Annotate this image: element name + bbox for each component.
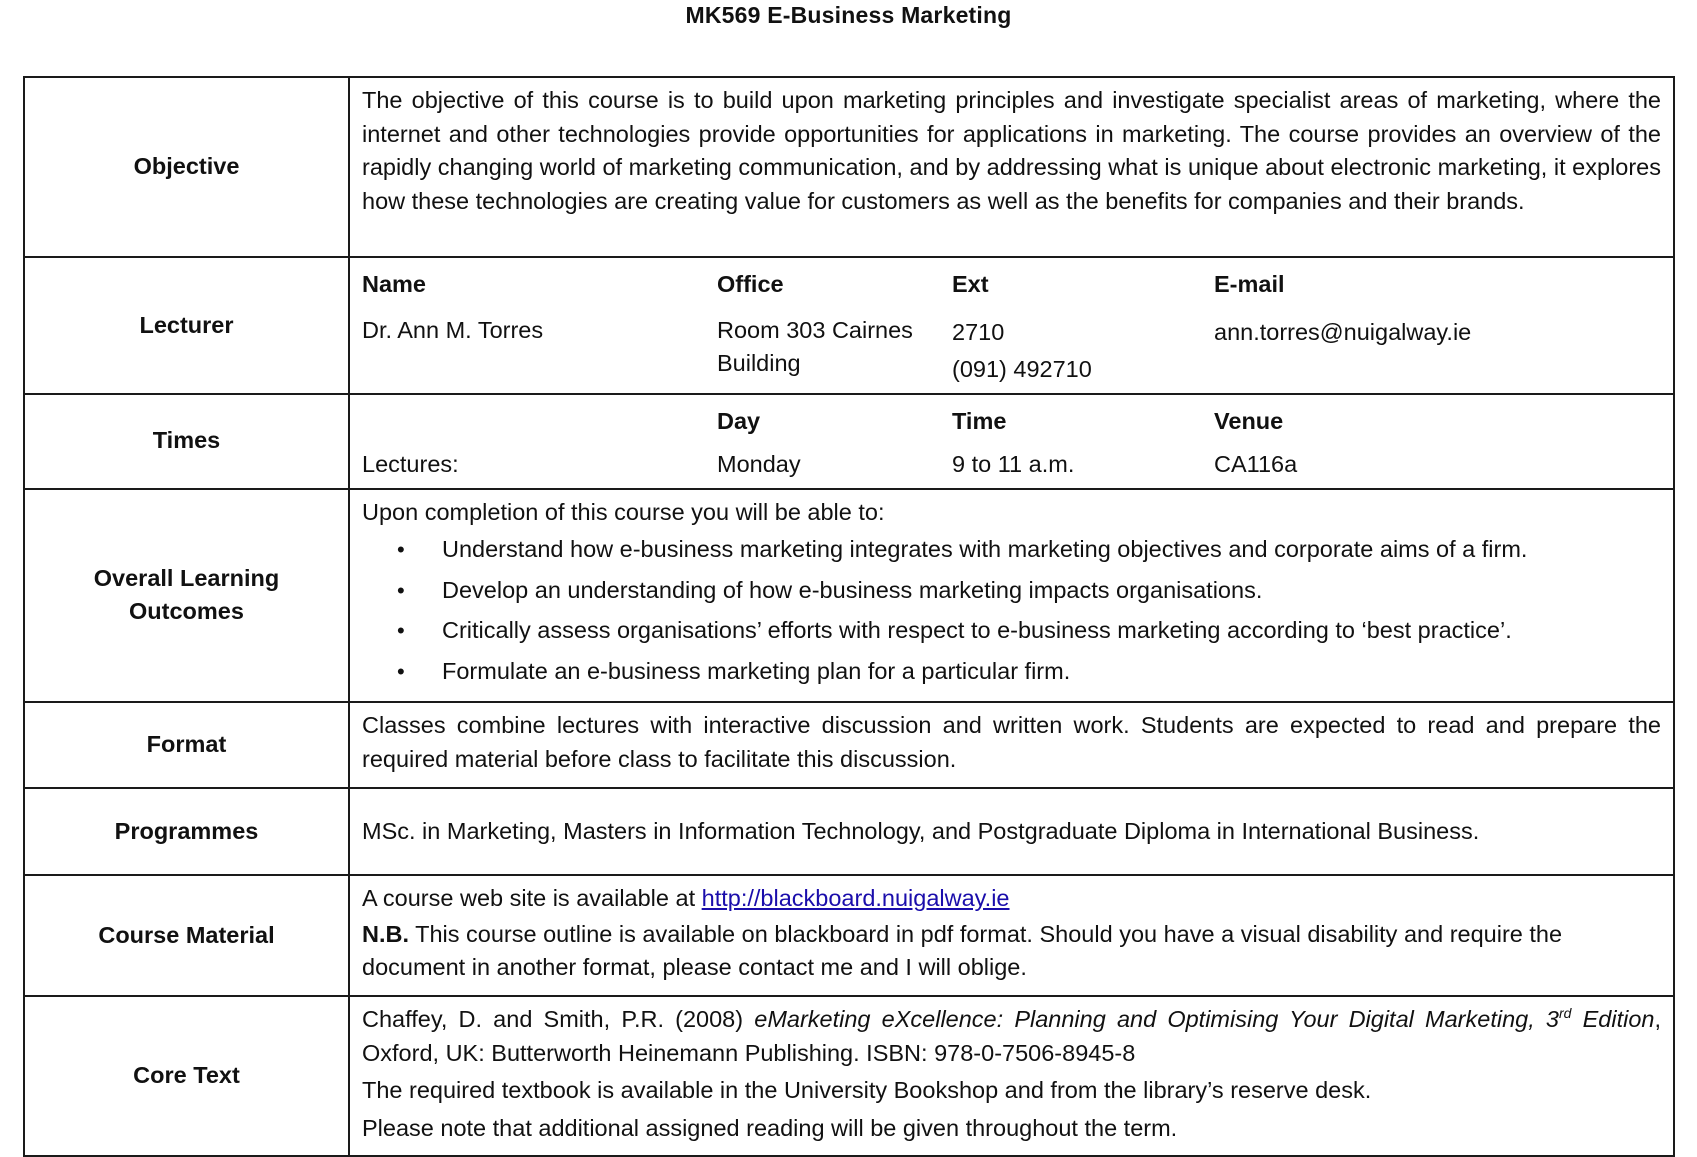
programmes-row — [24, 788, 1674, 875]
outcome-text: Critically assess organisations’ efforts with respect to e-business marketing according to ‘best practice’. — [442, 617, 1512, 643]
outcomes-row — [24, 489, 1674, 703]
nb-label: N.B. — [362, 920, 409, 947]
lecturer-label: Lecturer — [24, 257, 349, 394]
times-venue: CA116a — [1214, 451, 1298, 477]
times-row-label: Lectures: — [362, 451, 459, 477]
citation-title: eMarketing eXcellence: Planning and Optimising Your Digital Marketing, 3 — [754, 1006, 1559, 1032]
course-material-label: Course Material — [24, 875, 349, 996]
lecturer-office-line2: Building — [717, 350, 801, 376]
bullet-icon: • — [397, 577, 405, 603]
list-item — [362, 574, 1661, 608]
course-material-note — [362, 918, 1661, 985]
lecturer-row — [24, 257, 1674, 394]
course-material-row — [24, 875, 1674, 996]
core-text-citation — [362, 1003, 1661, 1070]
times-venue-header: Venue — [1214, 407, 1284, 434]
outcome-text: Understand how e-business marketing integrates with marketing objectives and corporate aims of a firm. — [442, 536, 1528, 562]
times-day-header: Day — [717, 407, 761, 434]
outcomes-label — [24, 489, 349, 703]
lecturer-name: Dr. Ann M. Torres — [362, 316, 544, 343]
outcomes-intro: Upon completion of this course you will be able to: — [362, 498, 885, 525]
outcomes-label-line1: Overall Learning — [93, 564, 280, 591]
citation-authors: Chaffey, D. and Smith, P.R. (2008) — [362, 1006, 755, 1032]
lecturer-office — [717, 314, 952, 387]
list-item — [362, 533, 1661, 567]
citation-edition: Edition — [1571, 1006, 1655, 1032]
format-row — [24, 702, 1674, 788]
lecturer-details — [349, 257, 1674, 394]
times-time-header: Time — [952, 407, 1007, 434]
format-text: Classes combine lectures with interactive discussion and written work. Students are expected to read and prepare the required material before class to facilitate this discussion. — [349, 702, 1674, 788]
objective-row — [24, 77, 1674, 257]
times-time: 9 to 11 a.m. — [952, 451, 1075, 477]
objective-text: The objective of this course is to build upon marketing principles and investigate specialist areas of marketing, where the internet and other technologies provide opportunities for applications in marketing. The course provides an overview of the rapidly changing world of marketing communication, and by addressing what is unique about electronic marketing, it explores how these technologies are creating value for customers as well as the benefits for companies and their brands. — [349, 77, 1674, 257]
objective-label: Objective — [24, 77, 349, 257]
lecturer-email: ann.torres@nuigalway.ie — [1214, 318, 1472, 345]
lecturer-ext-line2: (091) 492710 — [952, 356, 1092, 382]
course-outline-table — [23, 76, 1675, 1157]
document-title: MK569 E-Business Marketing — [685, 2, 1012, 28]
bullet-icon: • — [397, 658, 405, 684]
lecturer-office-line1: Room 303 Cairnes — [717, 316, 913, 343]
times-row — [24, 394, 1674, 489]
core-text-label: Core Text — [24, 996, 349, 1156]
lecturer-ext — [952, 314, 1214, 387]
course-material-intro-line — [362, 882, 1661, 916]
nb-text: This course outline is available on blackboard in pdf format. Should you have a visual disability and require the document in another format, please contact me and I will oblige. — [362, 920, 1563, 980]
citation-sup: rd — [1559, 1005, 1572, 1022]
times-label: Times — [24, 394, 349, 489]
format-label: Format — [24, 702, 349, 788]
citation-rest: , Oxford, UK: Butterworth Heinemann Publishing. ISBN: 978-0-7506-8945-8 — [362, 1006, 1662, 1066]
course-material-intro: A course web site is available at — [362, 885, 702, 911]
lecturer-office-header: Office — [717, 271, 784, 297]
core-text-availability: The required textbook is available in the University Bookshop and from the library’s reserve desk. — [362, 1077, 1372, 1103]
course-material-content — [349, 875, 1674, 996]
blackboard-link[interactable]: http://blackboard.nuigalway.ie — [701, 885, 1010, 911]
lecturer-ext-line1: 2710 — [952, 318, 1005, 345]
list-item — [362, 614, 1661, 648]
programmes-label: Programmes — [24, 788, 349, 875]
outcomes-content — [349, 489, 1674, 703]
programmes-text: MSc. in Marketing, Masters in Information Technology, and Postgraduate Diploma in International Business. — [349, 788, 1674, 875]
core-text-row — [24, 996, 1674, 1156]
bullet-icon: • — [397, 537, 405, 562]
lecturer-name-header: Name — [362, 271, 427, 297]
outcomes-list — [362, 533, 1661, 688]
times-blank-header — [362, 405, 717, 439]
lecturer-ext-header: Ext — [952, 271, 989, 297]
core-text-note: Please note that additional assigned reading will be given throughout the term. — [362, 1114, 1178, 1141]
times-details — [349, 394, 1674, 489]
times-day: Monday — [717, 451, 801, 477]
bullet-icon: • — [397, 618, 405, 643]
lecturer-email-header: E-mail — [1214, 271, 1285, 297]
list-item — [362, 655, 1661, 689]
outcomes-label-line2: Outcomes — [129, 598, 244, 625]
outcome-text: Formulate an e-business marketing plan for a particular firm. — [442, 657, 1071, 684]
outcome-text: Develop an understanding of how e-business marketing impacts organisations. — [442, 576, 1263, 603]
core-text-content — [349, 996, 1674, 1156]
